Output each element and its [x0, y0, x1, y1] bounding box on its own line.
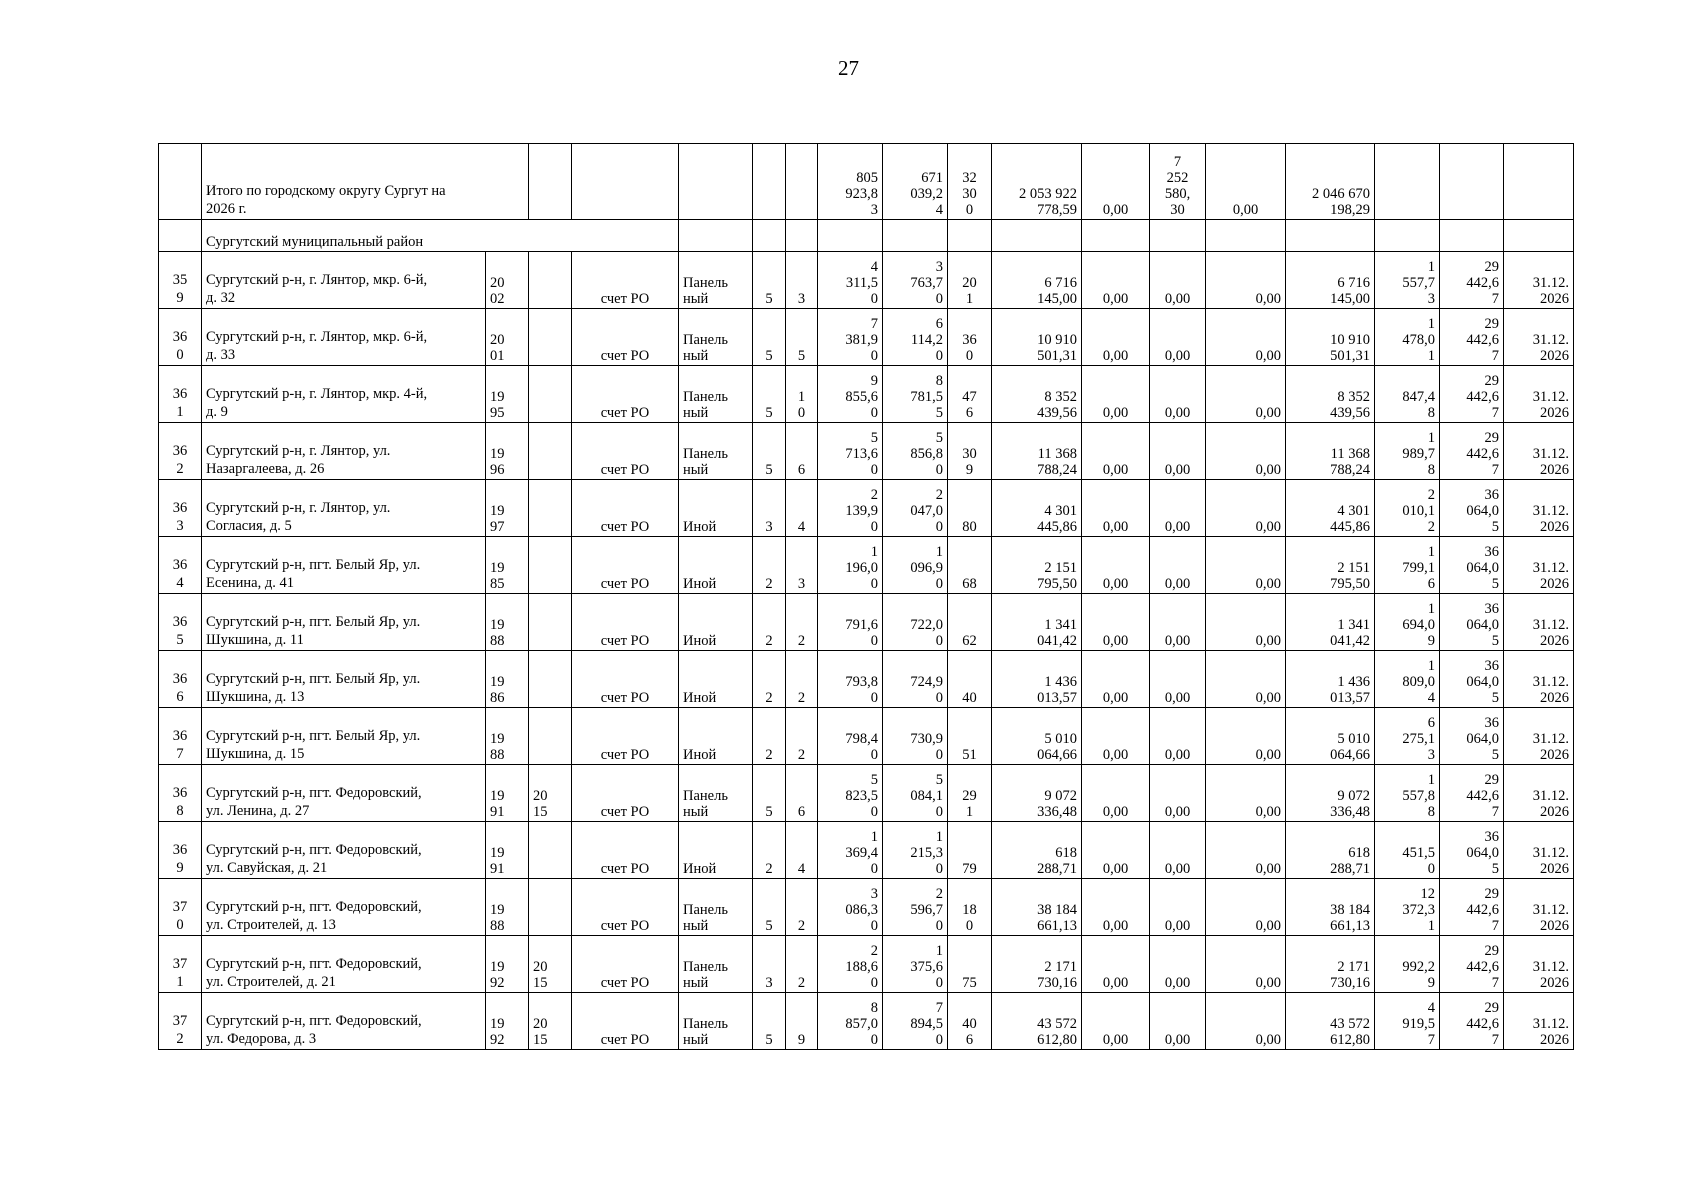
- row-fund-3: 0,00: [1206, 651, 1286, 708]
- row-wall-material: Иной: [679, 480, 753, 537]
- row-unit-cost: 1 989,7 8: [1375, 423, 1440, 480]
- page-number: 27: [838, 56, 859, 80]
- row-fund-2: 0,00: [1150, 309, 1206, 366]
- table-row: [159, 537, 1574, 594]
- table-row: [159, 879, 1574, 936]
- row-unit-cost: 12 372,3 1: [1375, 879, 1440, 936]
- row-build-year: 19 92: [486, 993, 529, 1050]
- row-fund-1: 0,00: [1082, 594, 1150, 651]
- row-unit-cost: 2 010,1 2: [1375, 480, 1440, 537]
- row-wall-material: Панель ный: [679, 936, 753, 993]
- row-build-year: 19 97: [486, 480, 529, 537]
- row-residents: 79: [948, 822, 992, 879]
- row-number: 36 1: [159, 366, 202, 423]
- row-wall-material: Иной: [679, 708, 753, 765]
- row-residents: 51: [948, 708, 992, 765]
- row-residents: 40 6: [948, 993, 992, 1050]
- row-entrances: 3: [786, 252, 818, 309]
- row-entrances: 3: [786, 537, 818, 594]
- row-build-year: 19 88: [486, 708, 529, 765]
- row-repair-year: [529, 309, 572, 366]
- row-address: Сургутский р-н, пгт. Федоровский, ул. Федорова, д. 3: [202, 993, 486, 1050]
- row-floors: 2: [753, 651, 786, 708]
- row-fund-method: счет РО: [572, 993, 679, 1050]
- row-repair-year: [529, 423, 572, 480]
- row-fund-2: 0,00: [1150, 423, 1206, 480]
- row-limit-cost: 36 064,0 5: [1440, 537, 1504, 594]
- row-address: Сургутский р-н, пгт. Белый Яр, ул. Шукшина, д. 15: [202, 708, 486, 765]
- row-wall-material: Панель ный: [679, 309, 753, 366]
- row-fund-1: 0,00: [1082, 765, 1150, 822]
- row-fund-1: 0,00: [1082, 423, 1150, 480]
- row-fund-method: счет РО: [572, 423, 679, 480]
- row-fund-3: 0,00: [1206, 936, 1286, 993]
- row-repair-year: [529, 366, 572, 423]
- total-fund-2: 7 252 580, 30: [1150, 144, 1206, 220]
- row-fund-3: 0,00: [1206, 537, 1286, 594]
- row-address: Сургутский р-н, пгт. Федоровский, ул. Савуйская, д. 21: [202, 822, 486, 879]
- row-entrances: 4: [786, 822, 818, 879]
- row-area-total: 4 311,5 0: [818, 252, 883, 309]
- table-row: [159, 309, 1574, 366]
- row-residents: 80: [948, 480, 992, 537]
- row-fund-3: 0,00: [1206, 423, 1286, 480]
- row-entrances: 2: [786, 594, 818, 651]
- row-floors: 5: [753, 879, 786, 936]
- table-row: [159, 651, 1574, 708]
- row-area-living: 1 096,9 0: [883, 537, 948, 594]
- row-entrances: 9: [786, 993, 818, 1050]
- row-unit-cost: 847,4 8: [1375, 366, 1440, 423]
- row-floors: 5: [753, 252, 786, 309]
- row-address: Сургутский р-н, г. Лянтор, мкр. 4-й, д. 9: [202, 366, 486, 423]
- row-fund-2: 0,00: [1150, 651, 1206, 708]
- row-build-year: 19 88: [486, 594, 529, 651]
- row-repair-year: [529, 651, 572, 708]
- row-build-year: 19 85: [486, 537, 529, 594]
- row-build-year: 19 88: [486, 879, 529, 936]
- row-repair-year: 20 15: [529, 765, 572, 822]
- row-repair-year: [529, 879, 572, 936]
- row-floors: 5: [753, 993, 786, 1050]
- row-cost: 1 341 041,42: [992, 594, 1082, 651]
- row-limit-cost: 29 442,6 7: [1440, 765, 1504, 822]
- total-residents: 32 30 0: [948, 144, 992, 220]
- row-cost: 9 072 336,48: [992, 765, 1082, 822]
- row-fund-method: счет РО: [572, 765, 679, 822]
- row-build-year: 19 95: [486, 366, 529, 423]
- row-fund-3: 0,00: [1206, 366, 1286, 423]
- row-fund-4: 43 572 612,80: [1286, 993, 1375, 1050]
- row-area-living: 5 856,8 0: [883, 423, 948, 480]
- row-limit-cost: 36 064,0 5: [1440, 480, 1504, 537]
- row-wall-material: Иной: [679, 537, 753, 594]
- row-fund-2: 0,00: [1150, 822, 1206, 879]
- row-cost: 38 184 661,13: [992, 879, 1082, 936]
- row-number: 35 9: [159, 252, 202, 309]
- row-fund-1: 0,00: [1082, 309, 1150, 366]
- row-fund-3: 0,00: [1206, 993, 1286, 1050]
- row-fund-3: 0,00: [1206, 879, 1286, 936]
- row-area-living: 722,0 0: [883, 594, 948, 651]
- row-date: 31.12. 2026: [1504, 252, 1574, 309]
- row-unit-cost: 1 694,0 9: [1375, 594, 1440, 651]
- table-row: [159, 594, 1574, 651]
- row-date: 31.12. 2026: [1504, 936, 1574, 993]
- row-cost: 2 151 795,50: [992, 537, 1082, 594]
- row-address: Сургутский р-н, пгт. Белый Яр, ул. Шукшина, д. 11: [202, 594, 486, 651]
- row-floors: 5: [753, 765, 786, 822]
- row-fund-4: 4 301 445,86: [1286, 480, 1375, 537]
- row-residents: 40: [948, 651, 992, 708]
- row-area-total: 5 713,6 0: [818, 423, 883, 480]
- row-fund-2: 0,00: [1150, 879, 1206, 936]
- row-unit-cost: 4 919,5 7: [1375, 993, 1440, 1050]
- row-fund-method: счет РО: [572, 366, 679, 423]
- row-fund-2: 0,00: [1150, 708, 1206, 765]
- row-area-living: 8 781,5 5: [883, 366, 948, 423]
- row-fund-2: 0,00: [1150, 480, 1206, 537]
- row-fund-3: 0,00: [1206, 765, 1286, 822]
- row-repair-year: 20 15: [529, 936, 572, 993]
- row-residents: 30 9: [948, 423, 992, 480]
- table-row: [159, 936, 1574, 993]
- row-number: 36 8: [159, 765, 202, 822]
- row-fund-3: 0,00: [1206, 309, 1286, 366]
- row-build-year: 19 86: [486, 651, 529, 708]
- row-area-living: 3 763,7 0: [883, 252, 948, 309]
- row-fund-method: счет РО: [572, 252, 679, 309]
- row-unit-cost: 1 799,1 6: [1375, 537, 1440, 594]
- row-number: 36 5: [159, 594, 202, 651]
- row-address: Сургутский р-н, пгт. Федоровский, ул. Строителей, д. 13: [202, 879, 486, 936]
- row-date: 31.12. 2026: [1504, 480, 1574, 537]
- row-entrances: 2: [786, 708, 818, 765]
- row-date: 31.12. 2026: [1504, 537, 1574, 594]
- row-fund-method: счет РО: [572, 594, 679, 651]
- section-title: Сургутский муниципальный район: [202, 220, 679, 252]
- row-fund-1: 0,00: [1082, 537, 1150, 594]
- row-limit-cost: 29 442,6 7: [1440, 309, 1504, 366]
- row-fund-3: 0,00: [1206, 252, 1286, 309]
- row-fund-1: 0,00: [1082, 993, 1150, 1050]
- row-number: 36 4: [159, 537, 202, 594]
- row-number: 36 6: [159, 651, 202, 708]
- row-cost: 618 288,71: [992, 822, 1082, 879]
- row-wall-material: Иной: [679, 651, 753, 708]
- row-repair-year: 20 15: [529, 993, 572, 1050]
- row-entrances: 2: [786, 651, 818, 708]
- total-label: Итого по городскому округу Сургут на 2026 г.: [202, 144, 529, 220]
- row-repair-year: [529, 537, 572, 594]
- row-entrances: 1 0: [786, 366, 818, 423]
- row-date: 31.12. 2026: [1504, 366, 1574, 423]
- row-repair-year: [529, 594, 572, 651]
- row-area-total: 8 857,0 0: [818, 993, 883, 1050]
- row-limit-cost: 29 442,6 7: [1440, 423, 1504, 480]
- row-fund-3: 0,00: [1206, 822, 1286, 879]
- table-row: [159, 480, 1574, 537]
- table-row: [159, 765, 1574, 822]
- row-number: 36 0: [159, 309, 202, 366]
- row-area-living: 5 084,1 0: [883, 765, 948, 822]
- row-area-total: 1 196,0 0: [818, 537, 883, 594]
- row-date: 31.12. 2026: [1504, 765, 1574, 822]
- row-cost: 1 436 013,57: [992, 651, 1082, 708]
- row-unit-cost: 6 275,1 3: [1375, 708, 1440, 765]
- row-repair-year: [529, 480, 572, 537]
- row-limit-cost: 36 064,0 5: [1440, 708, 1504, 765]
- total-row: [159, 144, 1574, 220]
- row-build-year: 19 91: [486, 765, 529, 822]
- row-fund-1: 0,00: [1082, 879, 1150, 936]
- table-row: [159, 252, 1574, 309]
- row-area-living: 1 215,3 0: [883, 822, 948, 879]
- row-fund-4: 2 171 730,16: [1286, 936, 1375, 993]
- row-fund-2: 0,00: [1150, 252, 1206, 309]
- row-cost: 11 368 788,24: [992, 423, 1082, 480]
- row-address: Сургутский р-н, г. Лянтор, ул. Назаргалеева, д. 26: [202, 423, 486, 480]
- row-unit-cost: 1 557,8 8: [1375, 765, 1440, 822]
- row-number: 37 0: [159, 879, 202, 936]
- row-area-total: 2 188,6 0: [818, 936, 883, 993]
- row-build-year: 20 01: [486, 309, 529, 366]
- row-address: Сургутский р-н, г. Лянтор, ул. Согласия, д. 5: [202, 480, 486, 537]
- row-entrances: 6: [786, 765, 818, 822]
- row-fund-2: 0,00: [1150, 594, 1206, 651]
- row-fund-method: счет РО: [572, 936, 679, 993]
- row-wall-material: Иной: [679, 594, 753, 651]
- row-fund-4: 2 151 795,50: [1286, 537, 1375, 594]
- row-area-living: 1 375,6 0: [883, 936, 948, 993]
- row-area-total: 9 855,6 0: [818, 366, 883, 423]
- row-entrances: 4: [786, 480, 818, 537]
- row-entrances: 6: [786, 423, 818, 480]
- row-fund-1: 0,00: [1082, 651, 1150, 708]
- row-address: Сургутский р-н, пгт. Федоровский, ул. Ленина, д. 27: [202, 765, 486, 822]
- row-unit-cost: 1 478,0 1: [1375, 309, 1440, 366]
- row-floors: 2: [753, 594, 786, 651]
- row-address: Сургутский р-н, пгт. Федоровский, ул. Строителей, д. 21: [202, 936, 486, 993]
- row-number: 37 2: [159, 993, 202, 1050]
- row-number: 36 7: [159, 708, 202, 765]
- row-fund-4: 11 368 788,24: [1286, 423, 1375, 480]
- row-repair-year: [529, 252, 572, 309]
- row-fund-1: 0,00: [1082, 366, 1150, 423]
- row-fund-4: 1 436 013,57: [1286, 651, 1375, 708]
- row-floors: 5: [753, 423, 786, 480]
- row-fund-method: счет РО: [572, 309, 679, 366]
- row-area-total: 1 369,4 0: [818, 822, 883, 879]
- row-address: Сургутский р-н, г. Лянтор, мкр. 6-й, д. 33: [202, 309, 486, 366]
- row-fund-1: 0,00: [1082, 480, 1150, 537]
- row-area-total: 793,8 0: [818, 651, 883, 708]
- row-area-living: 2 047,0 0: [883, 480, 948, 537]
- row-limit-cost: 29 442,6 7: [1440, 936, 1504, 993]
- row-limit-cost: 36 064,0 5: [1440, 594, 1504, 651]
- row-fund-method: счет РО: [572, 822, 679, 879]
- row-fund-method: счет РО: [572, 708, 679, 765]
- row-floors: 5: [753, 366, 786, 423]
- row-fund-1: 0,00: [1082, 822, 1150, 879]
- row-residents: 62: [948, 594, 992, 651]
- row-fund-4: 5 010 064,66: [1286, 708, 1375, 765]
- row-wall-material: Панель ный: [679, 765, 753, 822]
- row-area-total: 7 381,9 0: [818, 309, 883, 366]
- row-unit-cost: 992,2 9: [1375, 936, 1440, 993]
- row-fund-4: 1 341 041,42: [1286, 594, 1375, 651]
- total-fund-3: 0,00: [1206, 144, 1286, 220]
- row-limit-cost: 36 064,0 5: [1440, 651, 1504, 708]
- row-limit-cost: 29 442,6 7: [1440, 252, 1504, 309]
- row-date: 31.12. 2026: [1504, 993, 1574, 1050]
- row-fund-4: 10 910 501,31: [1286, 309, 1375, 366]
- total-fund-1: 0,00: [1082, 144, 1150, 220]
- row-residents: 36 0: [948, 309, 992, 366]
- row-number: 36 3: [159, 480, 202, 537]
- row-date: 31.12. 2026: [1504, 822, 1574, 879]
- total-area-living: 671 039,2 4: [883, 144, 948, 220]
- row-date: 31.12. 2026: [1504, 594, 1574, 651]
- row-cost: 2 171 730,16: [992, 936, 1082, 993]
- row-fund-method: счет РО: [572, 651, 679, 708]
- row-floors: 2: [753, 822, 786, 879]
- row-floors: 3: [753, 936, 786, 993]
- row-date: 31.12. 2026: [1504, 423, 1574, 480]
- row-repair-year: [529, 822, 572, 879]
- row-cost: 8 352 439,56: [992, 366, 1082, 423]
- row-floors: 2: [753, 708, 786, 765]
- row-area-total: 2 139,9 0: [818, 480, 883, 537]
- row-fund-1: 0,00: [1082, 936, 1150, 993]
- row-build-year: 19 91: [486, 822, 529, 879]
- row-entrances: 5: [786, 309, 818, 366]
- row-fund-3: 0,00: [1206, 594, 1286, 651]
- row-area-living: 7 894,5 0: [883, 993, 948, 1050]
- row-cost: 5 010 064,66: [992, 708, 1082, 765]
- row-area-total: 3 086,3 0: [818, 879, 883, 936]
- row-unit-cost: 1 809,0 4: [1375, 651, 1440, 708]
- row-floors: 3: [753, 480, 786, 537]
- row-residents: 18 0: [948, 879, 992, 936]
- repair-program-table: [158, 143, 1574, 1050]
- row-fund-3: 0,00: [1206, 708, 1286, 765]
- row-limit-cost: 36 064,0 5: [1440, 822, 1504, 879]
- row-residents: 75: [948, 936, 992, 993]
- row-area-living: 730,9 0: [883, 708, 948, 765]
- row-unit-cost: 451,5 0: [1375, 822, 1440, 879]
- total-fund-4: 2 046 670 198,29: [1286, 144, 1375, 220]
- row-fund-4: 8 352 439,56: [1286, 366, 1375, 423]
- row-residents: 20 1: [948, 252, 992, 309]
- row-number: 36 2: [159, 423, 202, 480]
- row-repair-year: [529, 708, 572, 765]
- row-number: 37 1: [159, 936, 202, 993]
- row-limit-cost: 29 442,6 7: [1440, 879, 1504, 936]
- row-fund-1: 0,00: [1082, 252, 1150, 309]
- row-area-total: 5 823,5 0: [818, 765, 883, 822]
- row-wall-material: Панель ный: [679, 879, 753, 936]
- row-unit-cost: 1 557,7 3: [1375, 252, 1440, 309]
- row-fund-1: 0,00: [1082, 708, 1150, 765]
- row-address: Сургутский р-н, пгт. Белый Яр, ул. Есенина, д. 41: [202, 537, 486, 594]
- row-fund-method: счет РО: [572, 480, 679, 537]
- row-fund-method: счет РО: [572, 537, 679, 594]
- row-fund-2: 0,00: [1150, 765, 1206, 822]
- row-build-year: 19 96: [486, 423, 529, 480]
- total-cost: 2 053 922 778,59: [992, 144, 1082, 220]
- row-address: Сургутский р-н, пгт. Белый Яр, ул. Шукшина, д. 13: [202, 651, 486, 708]
- row-fund-method: счет РО: [572, 879, 679, 936]
- row-cost: 6 716 145,00: [992, 252, 1082, 309]
- row-fund-2: 0,00: [1150, 537, 1206, 594]
- row-fund-4: 38 184 661,13: [1286, 879, 1375, 936]
- row-number: 36 9: [159, 822, 202, 879]
- row-date: 31.12. 2026: [1504, 651, 1574, 708]
- row-wall-material: Панель ный: [679, 423, 753, 480]
- row-build-year: 19 92: [486, 936, 529, 993]
- row-fund-2: 0,00: [1150, 993, 1206, 1050]
- row-residents: 68: [948, 537, 992, 594]
- row-wall-material: Панель ный: [679, 366, 753, 423]
- row-entrances: 2: [786, 936, 818, 993]
- table-row: [159, 822, 1574, 879]
- row-cost: 4 301 445,86: [992, 480, 1082, 537]
- row-floors: 2: [753, 537, 786, 594]
- row-date: 31.12. 2026: [1504, 309, 1574, 366]
- table-row: [159, 366, 1574, 423]
- row-build-year: 20 02: [486, 252, 529, 309]
- row-area-total: 791,6 0: [818, 594, 883, 651]
- row-area-living: 724,9 0: [883, 651, 948, 708]
- table-row: [159, 423, 1574, 480]
- row-entrances: 2: [786, 879, 818, 936]
- row-fund-4: 9 072 336,48: [1286, 765, 1375, 822]
- total-area-total: 805 923,8 3: [818, 144, 883, 220]
- row-fund-2: 0,00: [1150, 366, 1206, 423]
- row-wall-material: Иной: [679, 822, 753, 879]
- row-fund-2: 0,00: [1150, 936, 1206, 993]
- section-row: [159, 220, 1574, 252]
- row-wall-material: Панель ный: [679, 993, 753, 1050]
- row-floors: 5: [753, 309, 786, 366]
- row-date: 31.12. 2026: [1504, 879, 1574, 936]
- row-fund-3: 0,00: [1206, 480, 1286, 537]
- row-date: 31.12. 2026: [1504, 708, 1574, 765]
- row-residents: 47 6: [948, 366, 992, 423]
- row-limit-cost: 29 442,6 7: [1440, 993, 1504, 1050]
- row-fund-4: 618 288,71: [1286, 822, 1375, 879]
- row-cost: 43 572 612,80: [992, 993, 1082, 1050]
- row-area-living: 6 114,2 0: [883, 309, 948, 366]
- row-residents: 29 1: [948, 765, 992, 822]
- row-area-total: 798,4 0: [818, 708, 883, 765]
- row-cost: 10 910 501,31: [992, 309, 1082, 366]
- row-wall-material: Панель ный: [679, 252, 753, 309]
- row-area-living: 2 596,7 0: [883, 879, 948, 936]
- row-address: Сургутский р-н, г. Лянтор, мкр. 6-й, д. 32: [202, 252, 486, 309]
- table-row: [159, 993, 1574, 1050]
- row-limit-cost: 29 442,6 7: [1440, 366, 1504, 423]
- table-row: [159, 708, 1574, 765]
- row-fund-4: 6 716 145,00: [1286, 252, 1375, 309]
